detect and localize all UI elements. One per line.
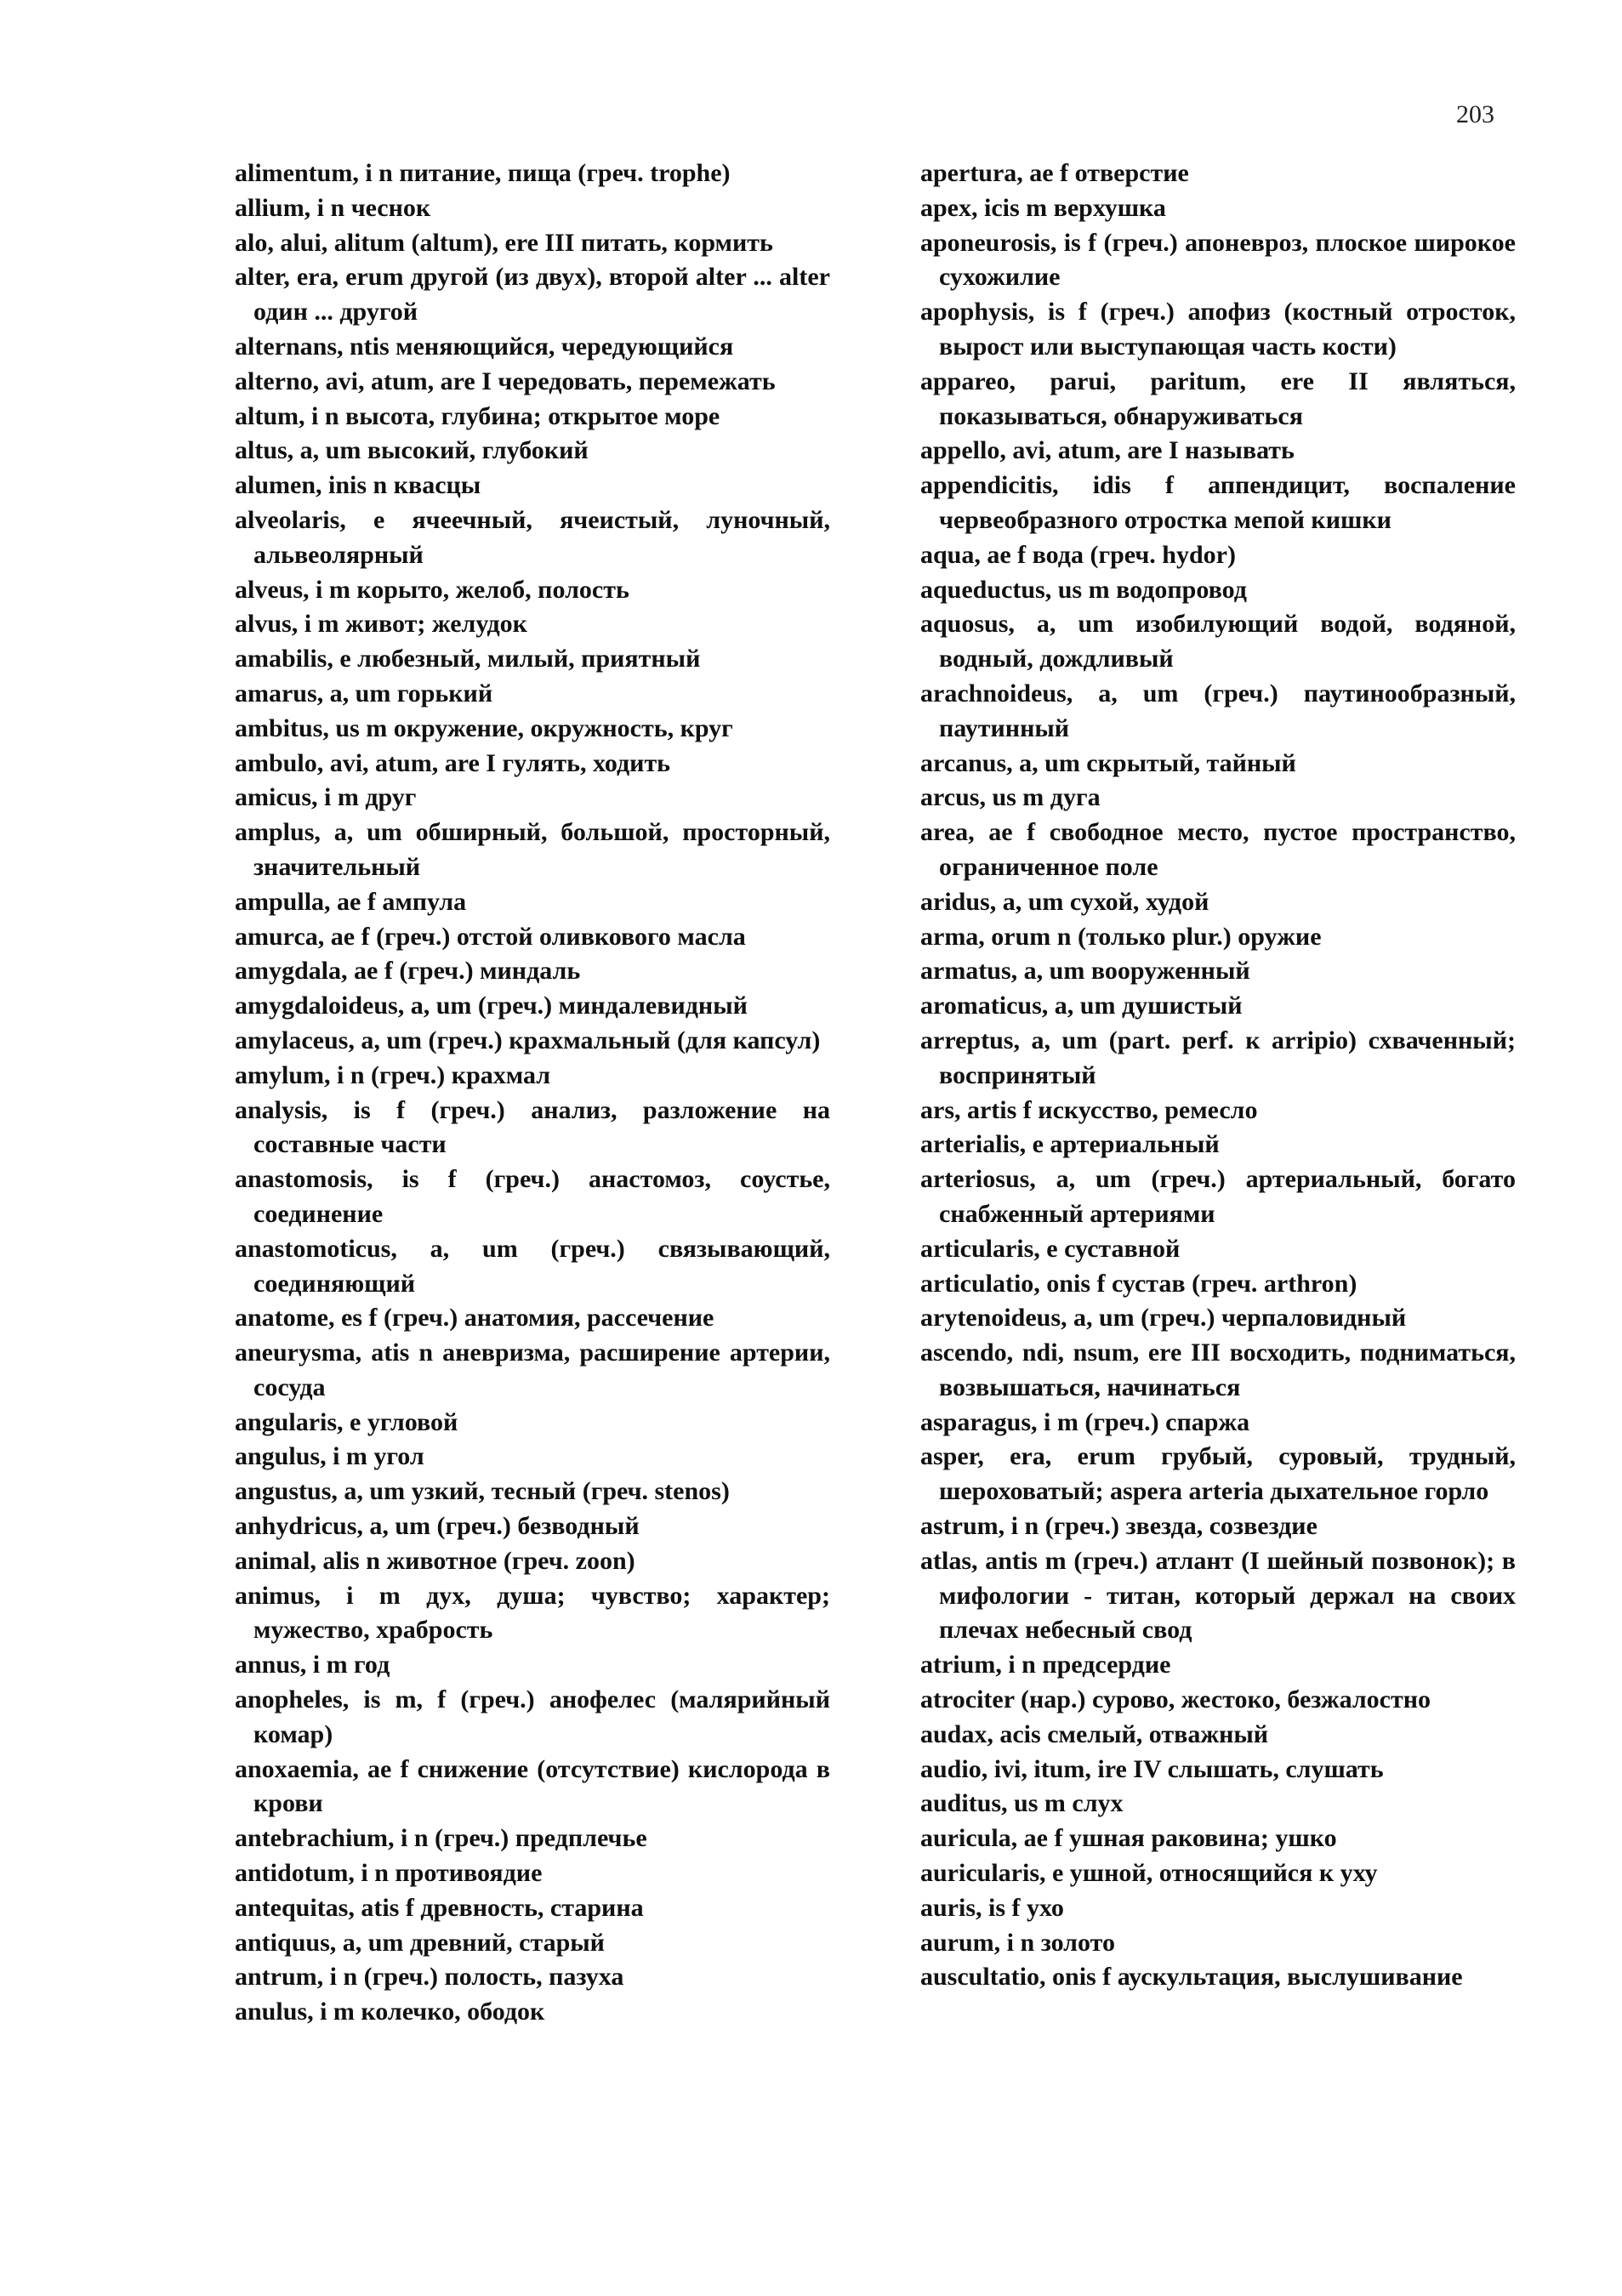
dictionary-entry: anopheles, is m, f (греч.) анофелес (малярийный комар) xyxy=(235,1685,830,1748)
dictionary-entry: ambitus, us m окружение, окружность, круг xyxy=(235,713,733,742)
dictionary-entry: aneurysma, atis n аневризма, расширение артерии, сосуда xyxy=(235,1338,830,1401)
right-column xyxy=(920,156,1516,1995)
dictionary-entry: asper, era, erum грубый, суровый, трудный, шероховатый; aspera arteria дыхательное горло xyxy=(920,1442,1516,1506)
dictionary-entry: auricularis, e ушной, относящийся к уху xyxy=(920,1859,1378,1888)
dictionary-entry: alterno, avi, atum, are I чередовать, перемежать xyxy=(235,367,776,395)
dictionary-entry: astrum, i n (греч.) звезда, созвездие xyxy=(920,1512,1318,1541)
dictionary-entry: animus, i m дух, душа; чувство; характер; мужество, храбрость xyxy=(235,1581,830,1645)
dictionary-entry: alvus, i m живот; желудок xyxy=(235,610,527,639)
dictionary-entry: amygdala, ae f (греч.) миндаль xyxy=(235,957,581,986)
dictionary-entry: atrociter (нар.) сурово, жестоко, безжалостно xyxy=(920,1685,1431,1714)
dictionary-entry: analysis, is f (греч.) анализ, разложение на составные части xyxy=(235,1095,830,1159)
dictionary-entry: armatus, a, um вооруженный xyxy=(920,957,1250,986)
dictionary-entry: amurca, ae f (греч.) отстой оливкового масла xyxy=(235,922,746,951)
dictionary-entry: arachnoideus, a, um (греч.) паутинообразный, паутинный xyxy=(920,679,1516,742)
dictionary-entry: amabilis, e любезный, милый, приятный xyxy=(235,645,701,673)
dictionary-entry: arcanus, a, um скрытый, тайный xyxy=(920,748,1296,777)
dictionary-entry: antebrachium, i n (греч.) предплечье xyxy=(235,1824,647,1853)
dictionary-entry: alimentum, i n питание, пища (греч. trophe) xyxy=(235,159,731,187)
dictionary-entry: articulatio, onis f сустав (греч. arthron) xyxy=(920,1269,1357,1298)
dictionary-entry: arterialis, e артериальный xyxy=(920,1130,1220,1159)
dictionary-entry: arma, orum n (только plur.) оружие xyxy=(920,922,1322,951)
dictionary-entry: amplus, a, um обширный, большой, просторный, значительный xyxy=(235,818,830,881)
dictionary-entry: aqueductus, us m водопровод xyxy=(920,575,1247,604)
dictionary-entry: aquosus, a, um изобилующий водой, водяной, водный, дождливый xyxy=(920,610,1516,673)
dictionary-entry: alternans, ntis меняющийся, чередующийся xyxy=(235,332,734,361)
dictionary-entry: amygdaloideus, a, um (греч.) миндалевидный xyxy=(235,992,748,1020)
dictionary-entry: animal, alis n животное (греч. zoon) xyxy=(235,1546,635,1575)
dictionary-entry: altum, i n высота, глубина; открытое море xyxy=(235,401,720,430)
dictionary-entry: appello, avi, atum, are I называть xyxy=(920,436,1295,465)
dictionary-entry: alveus, i m корыто, желоб, полость xyxy=(235,575,629,604)
dictionary-entry: alumen, inis n квасцы xyxy=(235,471,481,500)
dictionary-entry: alter, era, erum другой (из двух), второй alter ... alter один ... другой xyxy=(235,263,830,327)
dictionary-entry: angustus, a, um узкий, тесный (греч. stenos) xyxy=(235,1477,730,1506)
dictionary-entry: aurum, i n золото xyxy=(920,1928,1115,1957)
dictionary-entry: arytenoideus, a, um (греч.) черпаловидный xyxy=(920,1304,1407,1333)
dictionary-entry: angulus, i m угол xyxy=(235,1442,424,1471)
dictionary-entry: asparagus, i m (греч.) спаржа xyxy=(920,1407,1250,1436)
dictionary-entry: ampulla, ae f ампула xyxy=(235,887,467,916)
dictionary-entry: amylaceus, a, um (греч.) крахмальный (для капсул) xyxy=(235,1026,821,1054)
dictionary-entry: antrum, i n (греч.) полость, пазуха xyxy=(235,1963,624,1992)
dictionary-entry: anastomosis, is f (греч.) анастомоз, соустье, соединение xyxy=(235,1165,830,1228)
dictionary-entry: ambulo, avi, atum, are I гулять, ходить xyxy=(235,748,671,777)
dictionary-entry: arteriosus, a, um (греч.) артериальный, богато снабженный артериями xyxy=(920,1165,1516,1228)
dictionary-entry: atrium, i n предсердие xyxy=(920,1651,1171,1679)
dictionary-entry: altus, a, um высокий, глубокий xyxy=(235,436,589,465)
dictionary-entry: arcus, us m дуга xyxy=(920,783,1101,812)
dictionary-entry: alveolaris, e ячеечный, ячеистый, луночный, альвеолярный xyxy=(235,505,830,569)
dictionary-entry: auscultatio, onis f аускультация, выслушивание xyxy=(920,1963,1463,1992)
dictionary-entry: articularis, e суставной xyxy=(920,1234,1181,1263)
dictionary-entry: anatome, es f (греч.) анатомия, рассечение xyxy=(235,1304,714,1333)
dictionary-entry: aromaticus, a, um душистый xyxy=(920,992,1243,1020)
dictionary-entry: atlas, antis m (греч.) атлант (I шейный позвонок); в мифологии - титан, который держал на своих плечах небесный свод xyxy=(920,1546,1516,1645)
dictionary-entry: angularis, e угловой xyxy=(235,1407,458,1436)
dictionary-entry: auris, is f ухо xyxy=(920,1893,1064,1922)
dictionary-entry: arreptus, a, um (part. perf. к arripio) схваченный; воспринятый xyxy=(920,1026,1516,1089)
dictionary-entry: apophysis, is f (греч.) апофиз (костный отросток, вырост или выступающая часть кости) xyxy=(920,298,1516,361)
dictionary-entry: audax, acis смелый, отважный xyxy=(920,1719,1269,1748)
dictionary-entry: anastomoticus, a, um (греч.) связывающий, соединяющий xyxy=(235,1234,830,1298)
dictionary-entry: amylum, i n (греч.) крахмал xyxy=(235,1060,551,1089)
dictionary-entry: apertura, ae f отверстие xyxy=(920,159,1189,187)
dictionary-entry: apex, icis m верхушка xyxy=(920,193,1166,222)
dictionary-entry: auditus, us m слух xyxy=(920,1789,1124,1818)
dictionary-entry: aqua, ae f вода (греч. hydor) xyxy=(920,540,1236,569)
page-number: 203 xyxy=(1456,100,1494,128)
dictionary-entry: audio, ivi, itum, ire IV слышать, слушать xyxy=(920,1754,1384,1783)
dictionary-entry: auricula, ae f ушная раковина; ушко xyxy=(920,1824,1337,1853)
dictionary-entry: alo, alui, alitum (altum), ere III питать, кормить xyxy=(235,228,773,257)
dictionary-entry: ascendo, ndi, nsum, ere III восходить, подниматься, возвышаться, начинаться xyxy=(920,1338,1516,1401)
left-column xyxy=(235,156,830,2030)
dictionary-entry: antiquus, a, um древний, старый xyxy=(235,1928,605,1957)
dictionary-entry: annus, i m год xyxy=(235,1651,390,1679)
dictionary-entry: aridus, a, um сухой, худой xyxy=(920,887,1209,916)
dictionary-entry: appareo, parui, paritum, ere II являться, показываться, обнаруживаться xyxy=(920,367,1516,430)
dictionary-entry: aponeurosis, is f (греч.) апоневроз, плоское широкое сухожилие xyxy=(920,228,1516,292)
dictionary-entry: antequitas, atis f древность, старина xyxy=(235,1893,644,1922)
dictionary-entry: area, ae f свободное место, пустое пространство, ограниченное поле xyxy=(920,818,1516,881)
dictionary-entry: appendicitis, idis f аппендицит, воспаление червеобразного отростка мепой кишки xyxy=(920,471,1516,534)
dictionary-entry: ars, artis f искусство, ремесло xyxy=(920,1095,1258,1124)
dictionary-entry: amicus, i m друг xyxy=(235,783,417,812)
dictionary-entry: amarus, a, um горький xyxy=(235,679,493,708)
dictionary-entry: anoxaemia, ae f снижение (отсутствие) кислорода в крови xyxy=(235,1754,830,1818)
dictionary-entry: antidotum, i n противоядие xyxy=(235,1859,543,1888)
dictionary-entry: anulus, i m колечко, ободок xyxy=(235,1998,545,2026)
dictionary-entry: anhydricus, a, um (греч.) безводный xyxy=(235,1512,640,1541)
dictionary-entry: allium, i n чеснок xyxy=(235,193,431,222)
